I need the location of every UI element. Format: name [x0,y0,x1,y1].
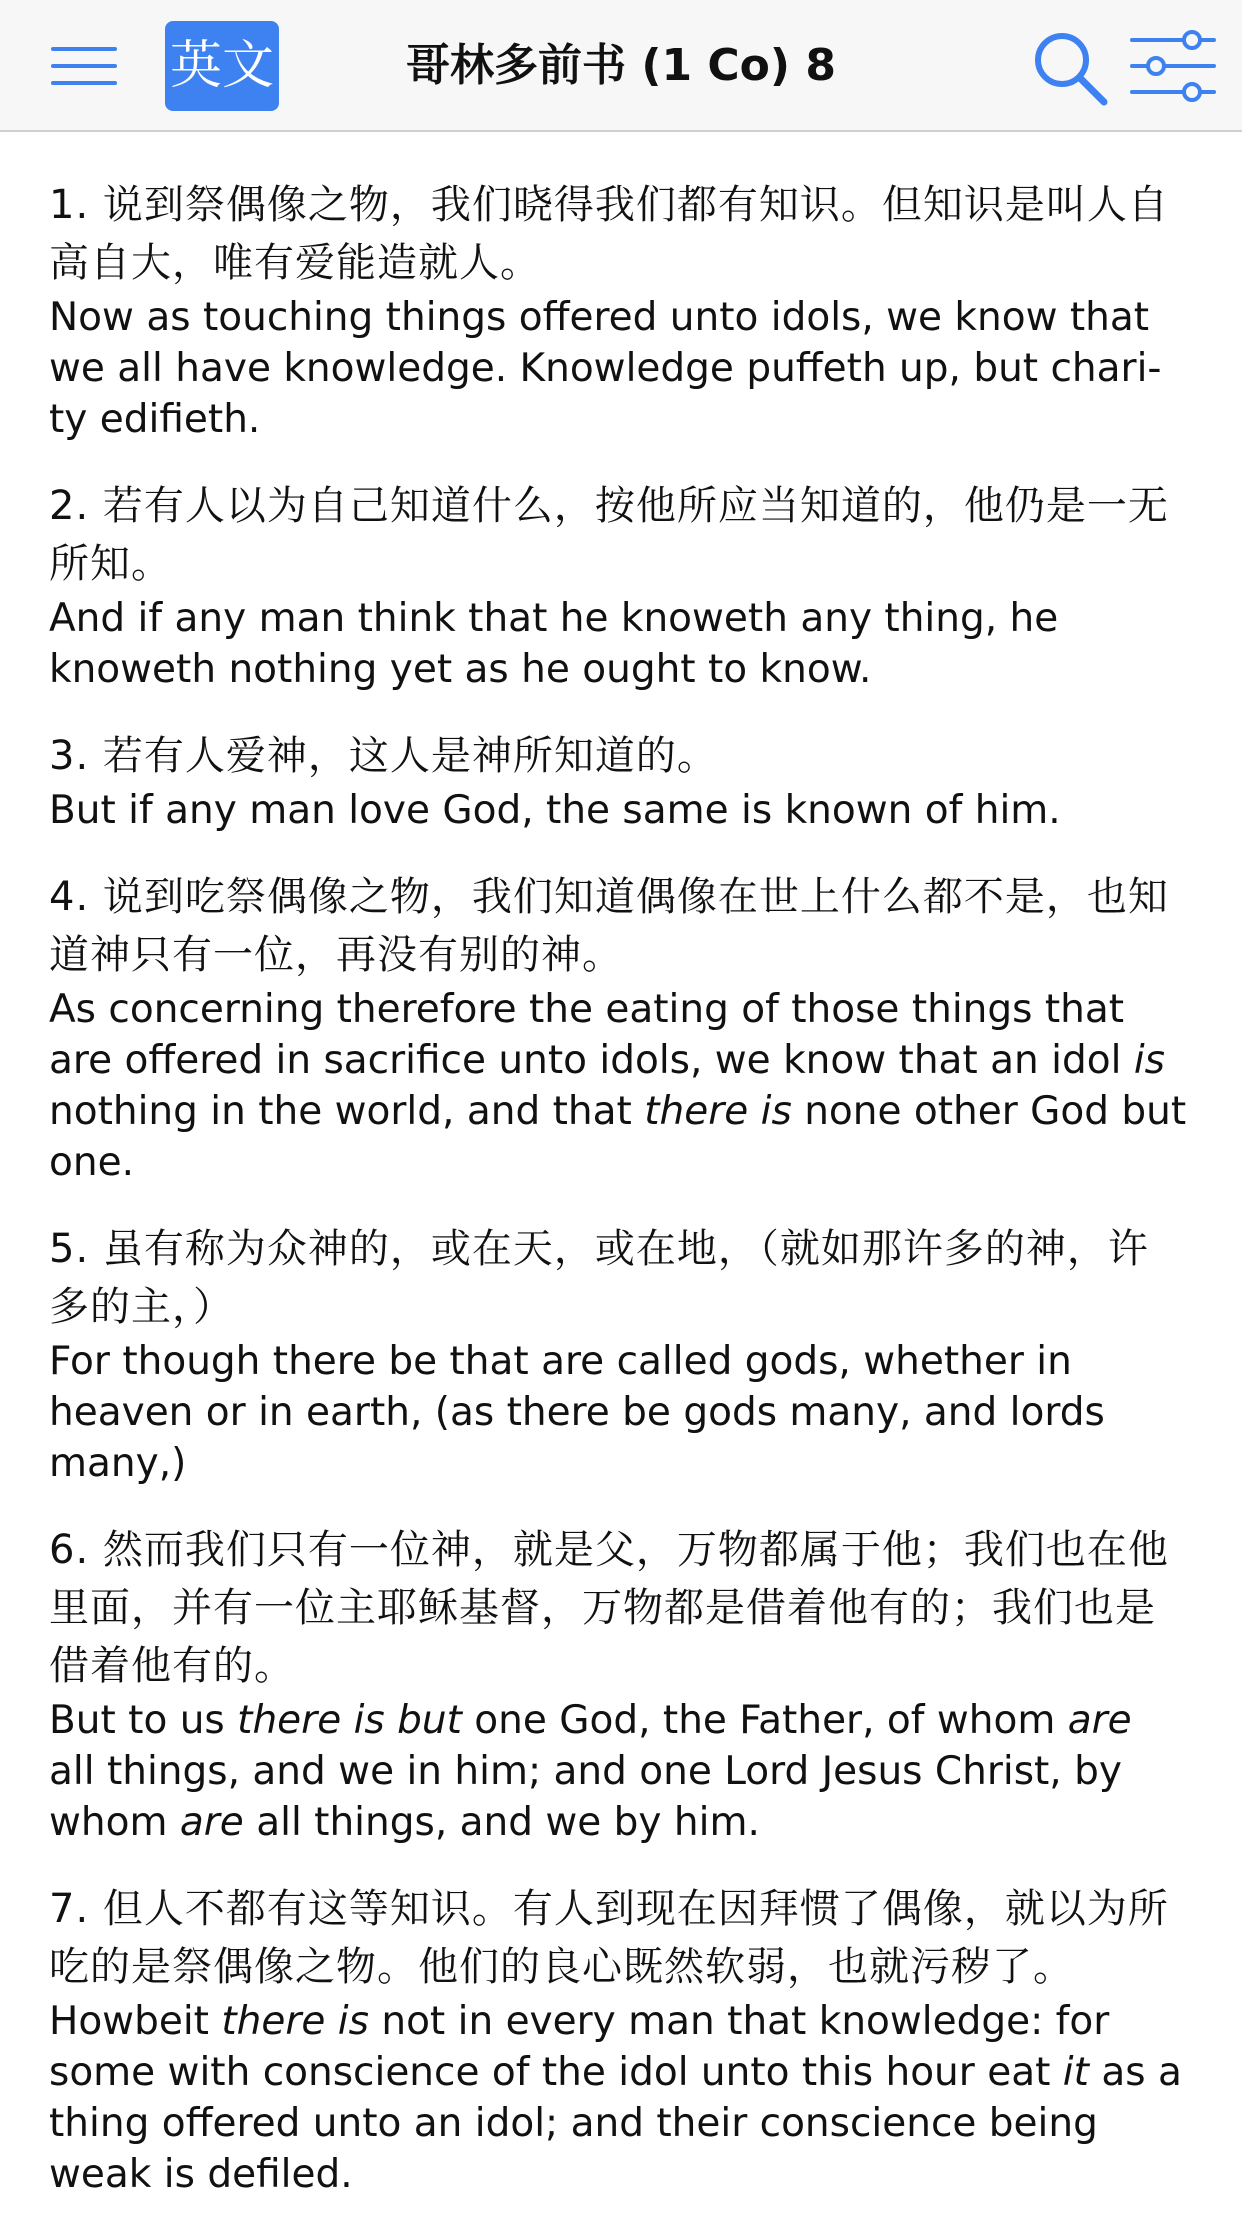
verse-chinese-line: 4. 说到吃祭偶像之物，我们知道偶像在世上什么都不是，也知 [49,874,1169,920]
verse-chinese-line: 道神只有一位，再没有别的神。 [49,932,623,978]
verse-list [49,176,1199,2232]
verse-english-line [49,2149,1199,2200]
verse-english-line [49,2047,1199,2098]
search-icon [1030,28,1110,108]
verse-block [49,868,1199,1188]
verse-chinese-line: 借着他有的。 [49,1643,295,1689]
verse-chinese-line: 吃的是祭偶像之物。他们的良心既然软弱，也就污秽了。 [49,1944,1074,1990]
verse-english-line [49,343,1199,394]
search-button[interactable] [1030,28,1110,108]
text-segment: one God, the Father, of whom [461,1698,1068,1743]
verse-english-line [49,1797,1199,1848]
text-segment: heaven or in earth, (as there be gods many, and lords [49,1390,1105,1435]
verse-english-line [49,1137,1199,1188]
verse-english-line [49,984,1199,1035]
text-segment: as a [1088,2050,1182,2095]
text-segment: none other God but [791,1089,1187,1134]
settings-button[interactable] [1130,26,1216,106]
verse-chinese-line: 2. 若有人以为自己知道什么，按他所应当知道的，他仍是一无 [49,483,1169,529]
top-navigation-bar [0,0,1242,132]
page-title: 哥林多前书 (1 Co) 8 [406,40,836,91]
text-segment: not in every man that knowledge: for [368,1999,1110,2044]
verse-english-line [49,644,1199,695]
verse-chinese-line: 7. 但人不都有这等知识。有人到现在因拜惯了偶像，就以为所 [49,1886,1169,1932]
verse-chinese-line: 多的主，） [49,1284,234,1330]
verse-english-line [49,785,1199,836]
hamburger-menu-button[interactable] [36,30,132,102]
verse-english-line [49,1086,1199,1137]
text-segment: As concerning therefore the eating of those things that [49,987,1125,1032]
text-segment: whom [49,1800,180,1845]
verse-block [49,1220,1199,1489]
verse-english-line [49,593,1199,644]
text-segment: we all have knowledge. Knowledge puffeth up, but chari- [49,346,1162,391]
verse-english-line [49,2098,1199,2149]
verse-english-line [49,1695,1199,1746]
verse-english-line [49,394,1199,445]
verse-chinese-line: 6. 然而我们只有一位神，就是父，万物都属于他；我们也在他 [49,1527,1169,1573]
sliders-settings-icon [1130,26,1216,106]
hamburger-menu-icon [51,45,117,87]
text-segment: all things, and we in him; and one Lord Jesus Christ, by [49,1749,1122,1794]
verse-english-line [49,1035,1199,1086]
verse-chinese-line: 里面，并有一位主耶稣基督，万物都是借着他有的；我们也是 [49,1585,1156,1631]
italic-text: there is [221,1999,369,2044]
verse-english-line [49,1387,1199,1438]
verse-chinese-line: 高自大，唯有爱能造就人。 [49,240,541,286]
text-segment: thing offered unto an idol; and their conscience being [49,2101,1098,2146]
verse-english-line [49,1336,1199,1387]
verse-block [49,727,1199,836]
verse-block [49,477,1199,695]
verse-chinese-line: 5. 虽有称为众神的，或在天，或在地，（就如那许多的神，许 [49,1226,1149,1272]
text-segment: weak is defiled. [49,2152,353,2197]
italic-text: are [1067,1698,1132,1743]
text-segment: ty edifieth. [49,397,261,442]
text-segment: some with conscience of the idol unto this hour eat [49,2050,1063,2095]
text-segment: For though there be that are called gods, whether in [49,1339,1072,1384]
verse-block [49,1521,1199,1848]
verse-english-line [49,1996,1199,2047]
text-segment: one. [49,1140,134,1185]
text-segment: knoweth nothing yet as he ought to know. [49,647,872,692]
italic-text: there is [644,1089,792,1134]
text-segment: many,) [49,1441,187,1486]
italic-text: are [179,1800,244,1845]
text-segment: all things, and we by him. [243,1800,760,1845]
verse-english-line [49,292,1199,343]
text-segment: And if any man think that he knoweth any thing, he [49,596,1059,641]
text-segment: But if any man love God, the same is known of him. [49,788,1061,833]
text-segment: are offered in sacrifice unto idols, we know that an idol [49,1038,1134,1083]
italic-text: there is but [237,1698,462,1743]
verse-block [49,176,1199,445]
verse-english-line [49,1746,1199,1797]
text-segment: nothing in the world, and that [49,1089,645,1134]
italic-text: is [1133,1038,1165,1083]
verse-chinese-line: 3. 若有人爱神，这人是神所知道的。 [49,733,718,779]
verse-chinese-line: 所知。 [49,541,172,587]
verse-chinese-line: 1. 说到祭偶像之物，我们晓得我们都有知识。但知识是叫人自 [49,182,1169,228]
italic-text: it [1062,2050,1089,2095]
text-segment: But to us [49,1698,238,1743]
language-toggle-button[interactable]: 英文 [165,21,279,111]
text-segment: Howbeit [49,1999,222,2044]
verse-block [49,1880,1199,2200]
verse-english-line [49,1438,1199,1489]
text-segment: Now as touching things offered unto idols, we know that [49,295,1150,340]
